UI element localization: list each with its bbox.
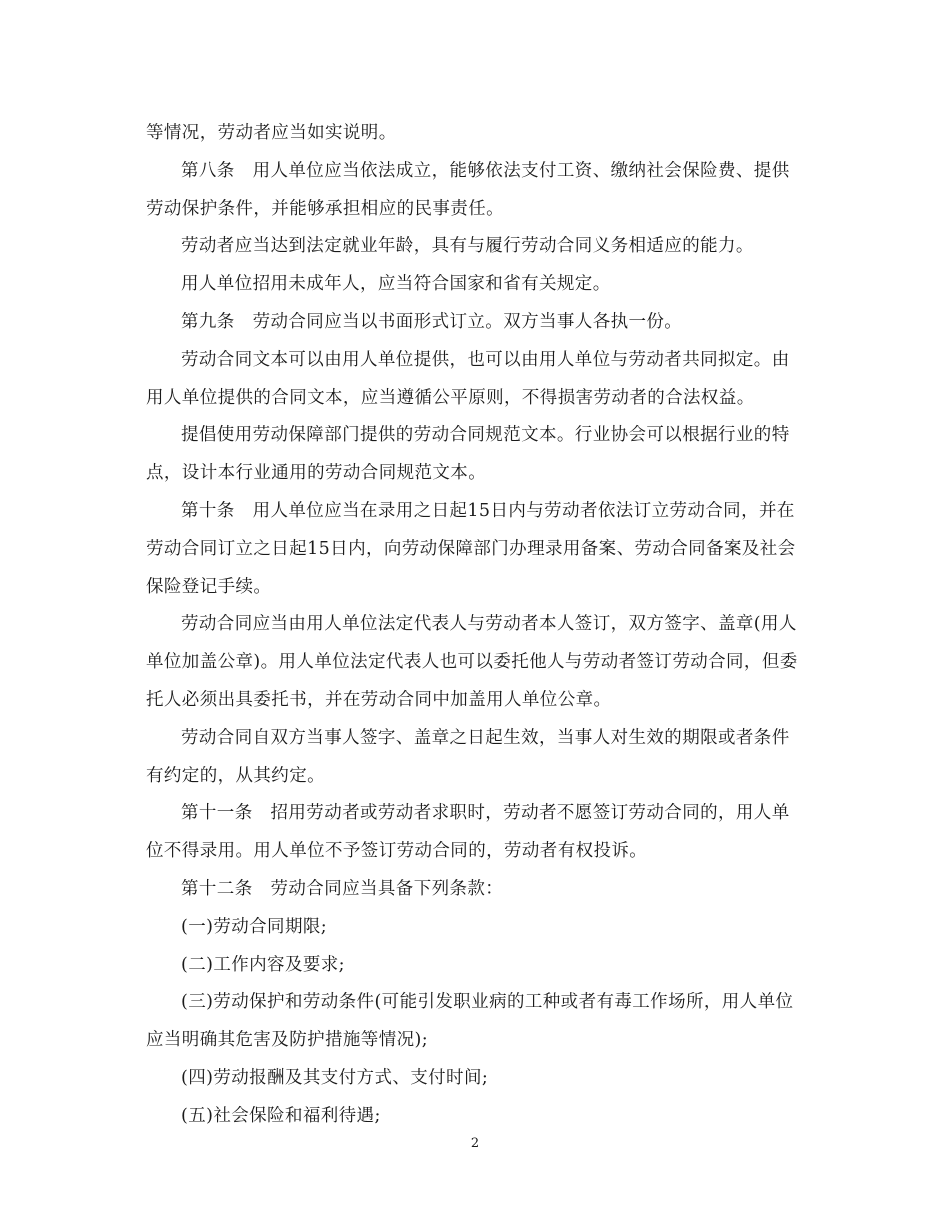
- paragraph: 等情况，劳动者应当如实说明。: [146, 123, 397, 143]
- list-item: (四)劳动报酬及其支付方式、支付时间;: [181, 1067, 489, 1088]
- paragraph-article-8: 第八条 用人单位应当依法成立，能够依法支付工资、缴纳社会保险费、提供劳动保护条件，并能够承担相应的民事责任。: [146, 160, 790, 219]
- paragraph: 用人单位招用未成年人，应当符合国家和省有关规定。: [181, 274, 611, 295]
- list-item: (二)工作内容及要求;: [181, 954, 345, 975]
- paragraph-article-12: 第十二条 劳动合同应当具备下列条款：: [181, 878, 504, 899]
- body-text: [146, 115, 806, 1136]
- list-item: (五)社会保险和福利待遇;: [181, 1105, 381, 1126]
- paragraph: 劳动合同自双方当事人签字、盖章之日起生效，当事人对生效的期限或者条件有约定的，从其约定。: [146, 727, 790, 786]
- paragraph: 劳动合同应当由用人单位法定代表人与劳动者本人签订，双方签字、盖章(用人单位加盖公章)。用人单位法定代表人也可以委托他人与劳动者签订劳动合同，但委托人必须出具委托书，并在劳动合同中加盖用人单位公章。: [146, 614, 798, 710]
- paragraph-article-9: 第九条 劳动合同应当以书面形式订立。双方当事人各执一份。: [181, 311, 683, 332]
- paragraph: 提倡使用劳动保障部门提供的劳动合同规范文本。行业协会可以根据行业的特点，设计本行业通用的劳动合同规范文本。: [146, 425, 790, 484]
- page-number: 2: [470, 1136, 480, 1151]
- list-item: (一)劳动合同期限;: [181, 916, 328, 937]
- paragraph: 劳动者应当达到法定就业年龄，具有与履行劳动合同义务相适应的能力。: [181, 236, 754, 257]
- paragraph: 劳动合同文本可以由用人单位提供，也可以由用人单位与劳动者共同拟定。由用人单位提供的合同文本，应当遵循公平原则，不得损害劳动者的合法权益。: [146, 349, 790, 408]
- paragraph-article-10: 第十条 用人单位应当在录用之日起15日内与劳动者依法订立劳动合同，并在劳动合同订立之日起15日内，向劳动保障部门办理录用备案、劳动合同备案及社会保险登记手续。: [146, 500, 796, 597]
- paragraph-article-11: 第十一条 招用劳动者或劳动者求职时，劳动者不愿签订劳动合同的，用人单位不得录用。用人单位不予签订劳动合同的，劳动者有权投诉。: [146, 803, 790, 862]
- list-item: (三)劳动保护和劳动条件(可能引发职业病的工种或者有毒工作场所，用人单位应当明确其危害及防护措施等情况);: [146, 992, 794, 1051]
